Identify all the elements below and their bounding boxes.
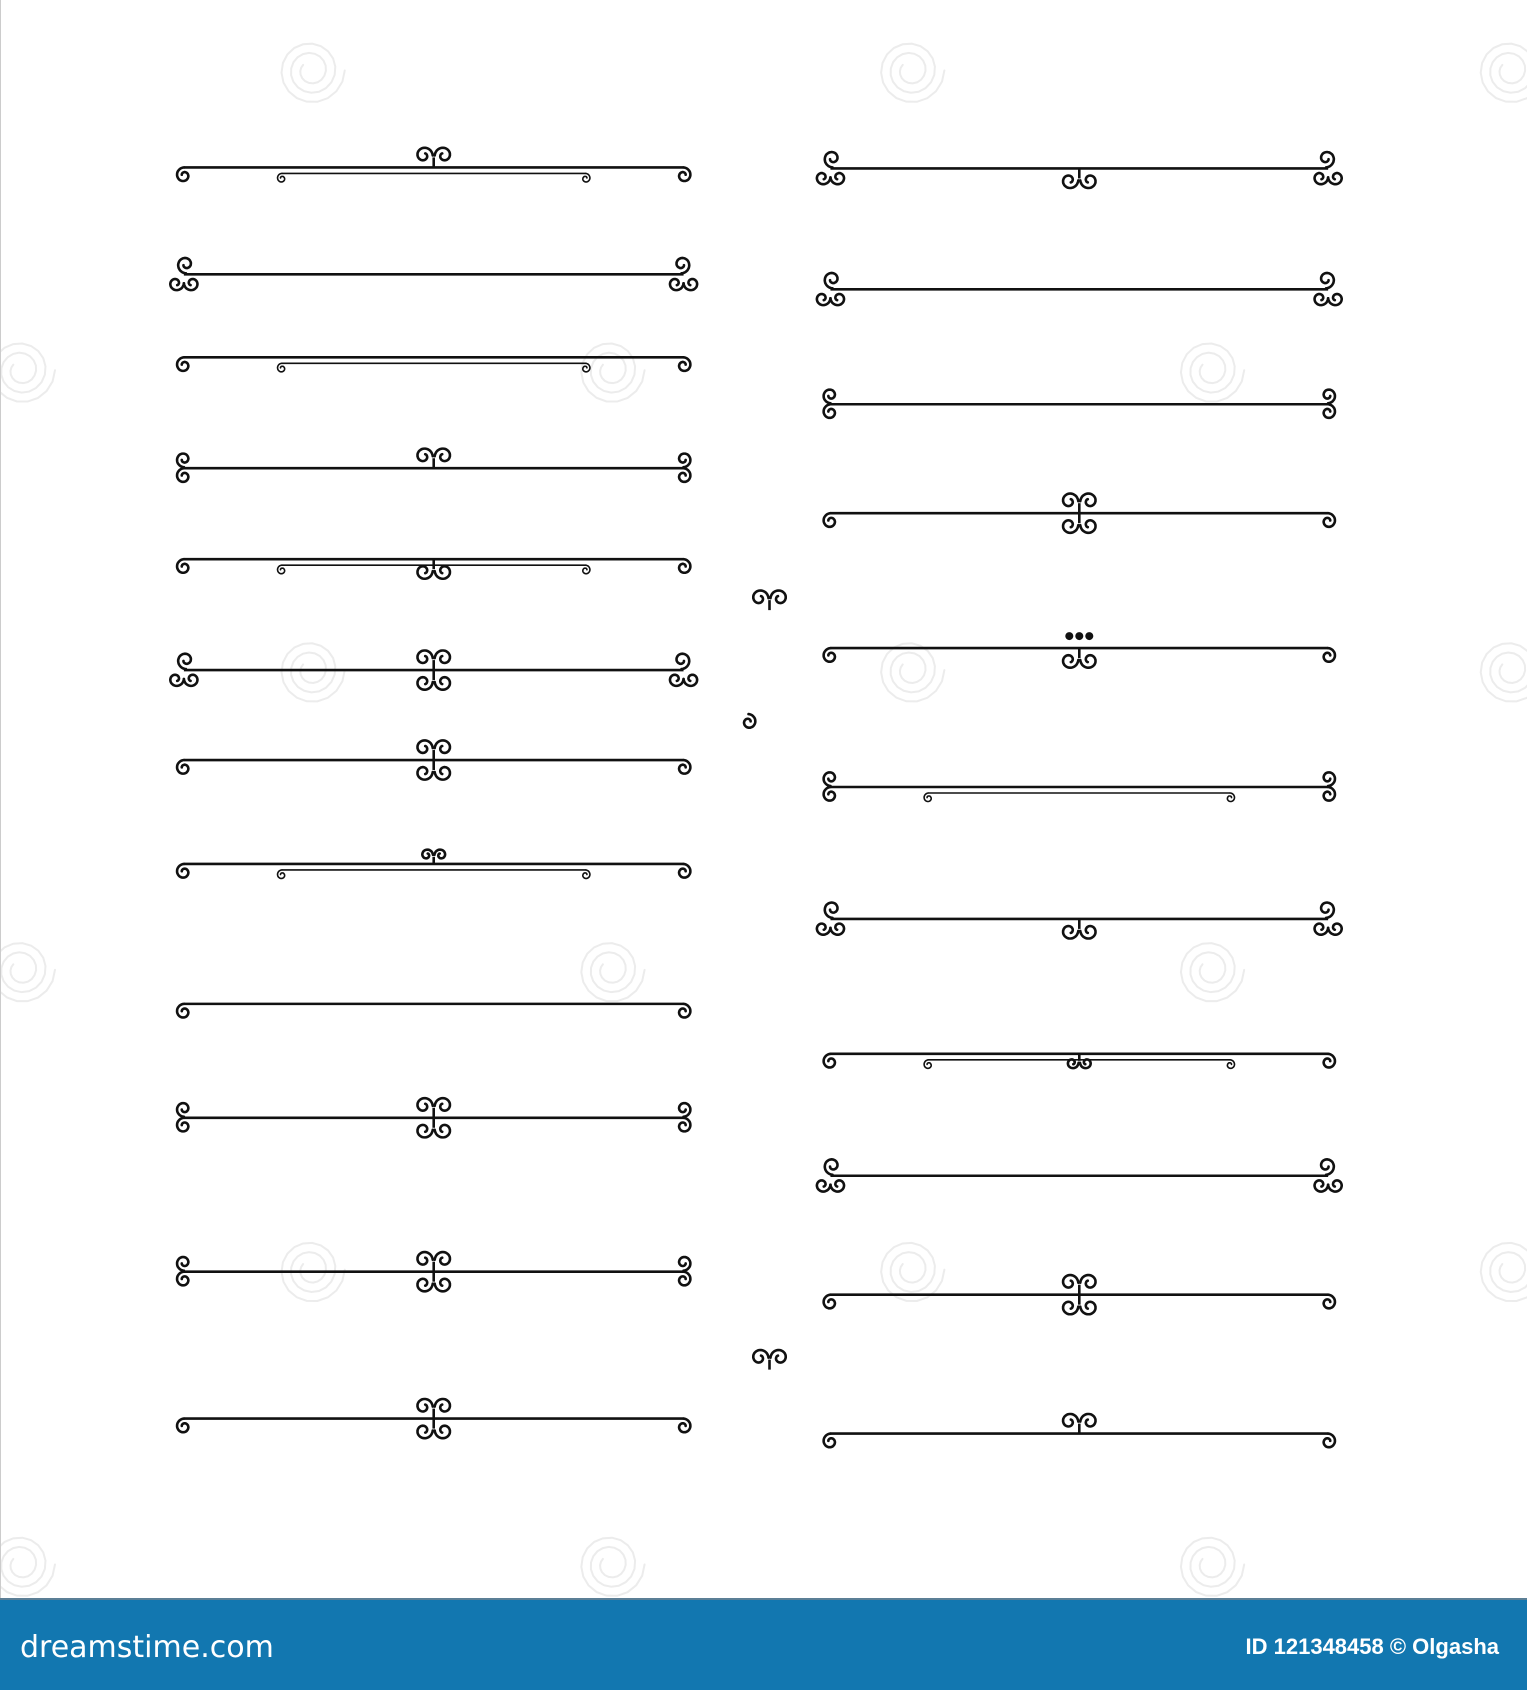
divider-left-10 [177, 1098, 690, 1137]
divider-left-11 [177, 1252, 690, 1291]
watermark-swirl-icon [282, 643, 345, 701]
divider-right-5 [824, 632, 1335, 668]
divider-left-12 [177, 1399, 690, 1438]
watermark-swirl-icon [1481, 643, 1527, 701]
watermark-swirl-icon [0, 1538, 55, 1596]
divider-left-7 [177, 740, 690, 779]
divider-right-2 [817, 273, 1342, 305]
divider-right-9 [817, 1159, 1342, 1191]
watermark-swirl-icon [0, 343, 55, 401]
divider-right-1 [817, 152, 1342, 188]
loose-curl [744, 714, 755, 728]
watermark-swirl-icon [1181, 943, 1244, 1001]
divider-left-2 [170, 258, 697, 290]
divider-right-7 [817, 903, 1342, 939]
watermark-swirl-icon [0, 943, 55, 1001]
watermark-swirl-icon [1181, 343, 1244, 401]
divider-right-10 [824, 1275, 1335, 1314]
footer-bar [0, 1598, 1527, 1690]
watermark-swirl-icon [881, 1243, 944, 1301]
watermark-swirl-icon [881, 643, 944, 701]
watermark-swirl-icon [581, 1538, 644, 1596]
divider-right-3 [824, 390, 1335, 418]
watermark-swirl-icon [881, 44, 944, 102]
divider-left-6 [170, 650, 697, 689]
divider-right-4 [824, 494, 1335, 533]
divider-left-8 [177, 850, 690, 879]
watermark-swirl-icon [1481, 44, 1527, 102]
divider-left-4 [177, 449, 690, 482]
divider-left-1 [177, 148, 690, 182]
watermark-swirl-icon [282, 44, 345, 102]
watermark-swirl-icon [581, 343, 644, 401]
watermark-swirl-icon [1481, 1243, 1527, 1301]
divider-left-5 [177, 559, 690, 579]
watermark-swirl-icon [1181, 1538, 1244, 1596]
watermark-swirl-icon [581, 943, 644, 1001]
image-credit: ID 121348458 © Olgasha [1245, 1634, 1499, 1659]
divider-left-3 [177, 357, 690, 371]
loose-ornament [753, 591, 785, 611]
dreamstime-logo[interactable]: dreamstime.com [20, 1630, 274, 1665]
divider-left-9 [177, 1004, 690, 1018]
loose-ornament [753, 1350, 785, 1370]
divider-right-8 [824, 1054, 1335, 1068]
divider-right-11 [824, 1414, 1335, 1447]
divider-right-6 [824, 772, 1335, 801]
